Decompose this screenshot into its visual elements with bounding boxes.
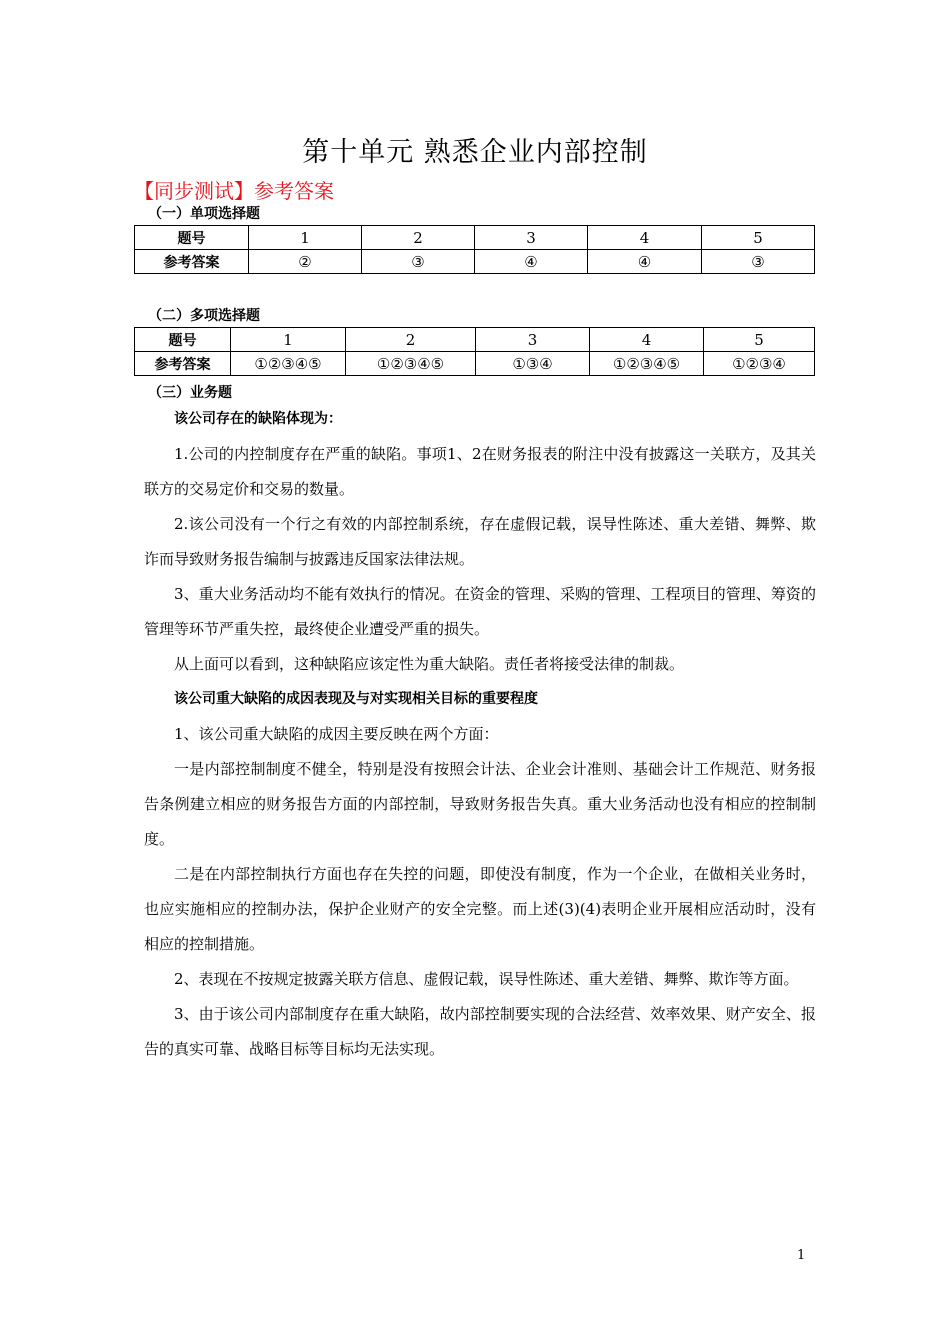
paragraph: 二是在内部控制执行方面也存在失控的问题，即使没有制度，作为一个企业，在做相关业务时，也应实施相应的控制办法，保护企业财产的安全完整。而上述(3)(4)表明企业开展相应活动时，没有相应的控制措施。 bbox=[144, 865, 816, 953]
paragraph: 1.公司的内控制度存在严重的缺陷。事项1、2在财务报表的附注中没有披露这一关联方，及其关联方的交易定价和交易的数量。 bbox=[144, 445, 816, 498]
table-row bbox=[135, 328, 815, 352]
section1-heading: （一）单项选择题 bbox=[148, 206, 260, 222]
table-row bbox=[135, 226, 815, 250]
answer-cell: ①②③④ bbox=[704, 352, 815, 376]
answer-cell: ①②③④⑤ bbox=[346, 352, 476, 376]
question-number: 1 bbox=[249, 226, 362, 250]
paragraph: 2.该公司没有一个行之有效的内部控制系统，存在虚假记载，误导性陈述、重大差错、舞弊、欺诈而导致财务报告编制与披露违反国家法律法规。 bbox=[144, 515, 816, 568]
answer-cell: ④ bbox=[588, 250, 702, 274]
multiple-choice-answer-table bbox=[134, 327, 815, 376]
question-number: 3 bbox=[476, 328, 590, 352]
page-title: 第十单元 熟悉企业内部控制 bbox=[302, 137, 648, 168]
answer-cell: ①③④ bbox=[476, 352, 590, 376]
question-number: 5 bbox=[702, 226, 815, 250]
section3-heading: （三）业务题 bbox=[148, 385, 232, 401]
paragraph-heading: 该公司重大缺陷的成因表现及与对实现相关目标的重要程度 bbox=[174, 691, 538, 707]
paragraph: 1、该公司重大缺陷的成因主要反映在两个方面： bbox=[174, 725, 499, 743]
paragraph-heading: 该公司存在的缺陷体现为： bbox=[174, 411, 342, 427]
row-label-number: 题号 bbox=[135, 226, 249, 250]
row-label-number: 题号 bbox=[135, 328, 231, 352]
answer-cell: ③ bbox=[362, 250, 475, 274]
question-number: 5 bbox=[704, 328, 815, 352]
question-number: 1 bbox=[231, 328, 346, 352]
answer-cell: ② bbox=[249, 250, 362, 274]
question-number: 4 bbox=[590, 328, 704, 352]
question-number: 4 bbox=[588, 226, 702, 250]
question-number: 2 bbox=[346, 328, 476, 352]
answer-cell: ①②③④⑤ bbox=[590, 352, 704, 376]
paragraph: 3、重大业务活动均不能有效执行的情况。在资金的管理、采购的管理、工程项目的管理、筹资的管理等环节严重失控，最终使企业遭受严重的损失。 bbox=[144, 585, 816, 638]
answer-subtitle: 【同步测试】参考答案 bbox=[134, 179, 334, 203]
row-label-answer: 参考答案 bbox=[135, 352, 231, 376]
paragraph: 3、由于该公司内部制度存在重大缺陷，故内部控制要实现的合法经营、效率效果、财产安全、报告的真实可靠、战略目标等目标均无法实现。 bbox=[144, 1005, 816, 1058]
row-label-answer: 参考答案 bbox=[135, 250, 249, 274]
answer-cell: ①②③④⑤ bbox=[231, 352, 346, 376]
section2-heading: （二）多项选择题 bbox=[148, 308, 260, 324]
answer-cell: ④ bbox=[475, 250, 588, 274]
single-choice-answer-table bbox=[134, 225, 815, 274]
paragraph: 2、表现在不按规定披露关联方信息、虚假记载，误导性陈述、重大差错、舞弊、欺诈等方面。 bbox=[174, 970, 799, 988]
paragraph: 从上面可以看到，这种缺陷应该定性为重大缺陷。责任者将接受法律的制裁。 bbox=[174, 655, 685, 673]
paragraph: 一是内部控制制度不健全，特别是没有按照会计法、企业会计准则、基础会计工作规范、财务报告条例建立相应的财务报告方面的内部控制，导致财务报告失真。重大业务活动也没有相应的控制制度。 bbox=[144, 760, 816, 848]
table-row bbox=[135, 352, 815, 376]
page-number: 1 bbox=[797, 1248, 806, 1263]
business-question-answer bbox=[144, 402, 816, 1067]
table-row bbox=[135, 250, 815, 274]
answer-cell: ③ bbox=[702, 250, 815, 274]
question-number: 2 bbox=[362, 226, 475, 250]
question-number: 3 bbox=[475, 226, 588, 250]
